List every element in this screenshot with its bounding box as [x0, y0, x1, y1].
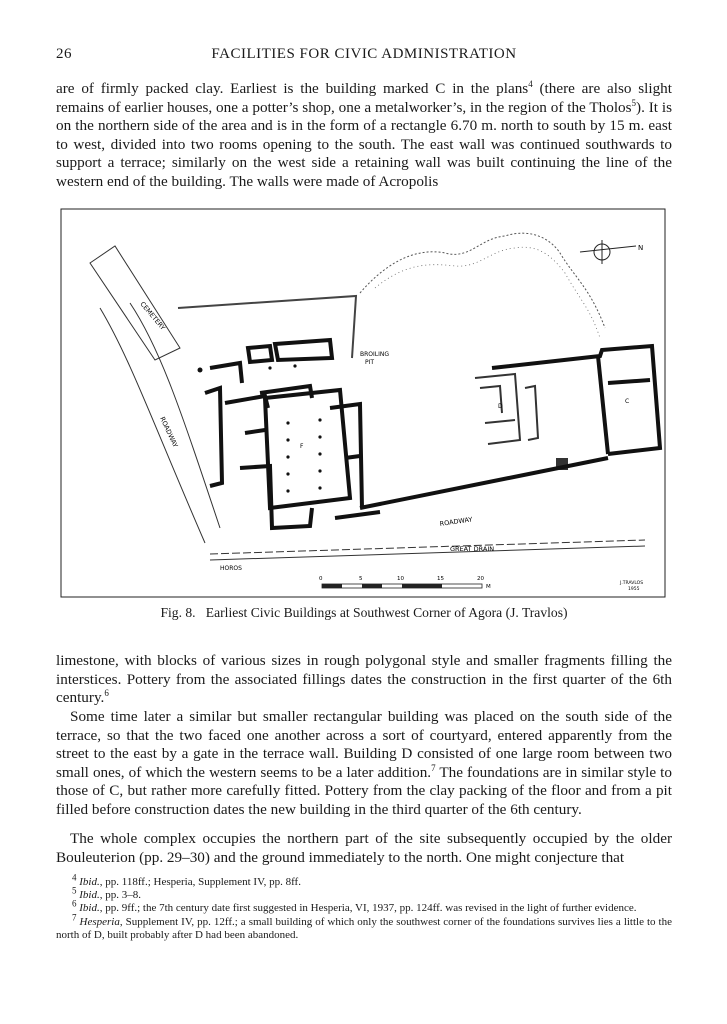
body-paragraph-2: limestone, with blocks of various sizes in rough polygonal style and smaller fragments filling the interstices. Pottery from the associated fillings dates the construction in the first quarter of the 6th century.$^6$ [56, 652, 672, 707]
site-plan-drawing [60, 208, 666, 598]
footnote: $^7$ Hesperia, Supplement IV, pp. 12ff.; a small building of which only the southwest corner of the foundations survives lies a little to the north of D, built probably after D had been abandoned. [56, 911, 672, 941]
figure-caption [56, 605, 672, 621]
footnote: $^4$ Ibid., pp. 118ff.; Hesperia, Supplement IV, pp. 8ff. [72, 872, 301, 888]
building-f-walls [205, 340, 380, 528]
cemetery-label: CEMETERY [138, 300, 167, 332]
body-paragraph-1: are of firmly packed clay. Earliest is the building marked C in the plans$^4$ (there are also slight remains of earlier houses, one a potter’s shop, one a metalworker’s, in the region of the Tholos$^5$). It is on the northern side of the area and is in the form of a rectangle 6.70 m. north to south by 15 m. east to west, divided into two rooms opening to the south. The east wall was continued southwards to support a terrace; similarly on the west side a retaining wall was built continuing the line of the western end of the building. The walls were made of Acropolis [56, 78, 672, 190]
figure-caption-text: Earliest Civic Buildings at Southwest Corner of Agora (J. Travlos) [205, 605, 568, 620]
west-roadway-label: ROADWAY [158, 415, 180, 449]
footnote-ref[interactable]: 5 [631, 97, 637, 108]
figure-frame [61, 209, 665, 597]
rock-edge [375, 247, 600, 338]
scale-tick-label: 20 [477, 576, 484, 582]
footnote-ref[interactable]: 4 [528, 78, 533, 89]
footnotes [56, 872, 672, 942]
building-f-label: F [300, 443, 304, 450]
scale-bar [319, 576, 491, 590]
running-title: FACILITIES FOR CIVIC ADMINISTRATION [211, 46, 517, 62]
scale-tick-label: 15 [437, 576, 444, 582]
footnote-ref[interactable]: 7 [431, 762, 436, 773]
terrace-south-wall [360, 458, 608, 508]
scale-tick-label: 5 [359, 576, 363, 582]
west-road-edge [130, 303, 220, 528]
body-paragraph-3: Some time later a similar but smaller rectangular building was placed on the south side of the terrace, so that the two faced one another across a sort of courtyard, entered apparently from the street to the east by a gate in the terrace wall. Building D consisted of one large room between two small ones, of which the western seems to be a later addition.$^7$ The foundations are in similar style to those of C, but rather more carefully fitted. Pottery from the clay packing of the floor and from a pit filled before construction dates the new building in the third quarter of the 6th century. [56, 708, 672, 818]
cemetery-outline [90, 246, 180, 360]
figure-number: Fig. 8. [160, 605, 196, 620]
scale-tick-label: 10 [397, 576, 404, 582]
column-bases [198, 364, 322, 492]
site-plan-figure [60, 208, 666, 598]
scale-unit-label: M [486, 584, 491, 590]
building-d-label: D [498, 403, 503, 410]
drafter-credit: J.TRAVLOS [620, 581, 644, 586]
horos-label: HOROS [220, 565, 242, 572]
drafter-credit-year: 1955 [628, 587, 640, 592]
south-roadway-label: ROADWAY [439, 515, 473, 528]
footnote: $^6$ Ibid., pp. 9ff.; the 7th century date first suggested in Hesperia, VI, 1937, pp. 124ff. was revised in the light of further evidence. [72, 898, 637, 915]
footnote-ref[interactable]: 6 [104, 688, 109, 699]
footnote: $^5$ Ibid., pp. 3–8. [72, 885, 141, 902]
scale-tick-label: 0 [319, 576, 323, 582]
rock-edge [360, 233, 605, 328]
building-c-label: C [625, 398, 630, 405]
north-label: N [638, 244, 644, 252]
great-drain-line [210, 540, 645, 554]
broiling-pit-label: BROILING [360, 351, 390, 358]
building-d-walls [475, 374, 538, 444]
page-header [56, 46, 672, 68]
great-drain-label: GREAT DRAIN [450, 545, 495, 553]
body-paragraph-4: The whole complex occupies the northern part of the site subsequently occupied by the older Bouleuterion (pp. 29–30) and the ground immediately to the north. One might conjecture that [56, 830, 672, 866]
broiling-pit-label-2: PIT [365, 359, 375, 366]
page-number: 26 [56, 46, 72, 62]
great-drain-line [210, 546, 645, 560]
